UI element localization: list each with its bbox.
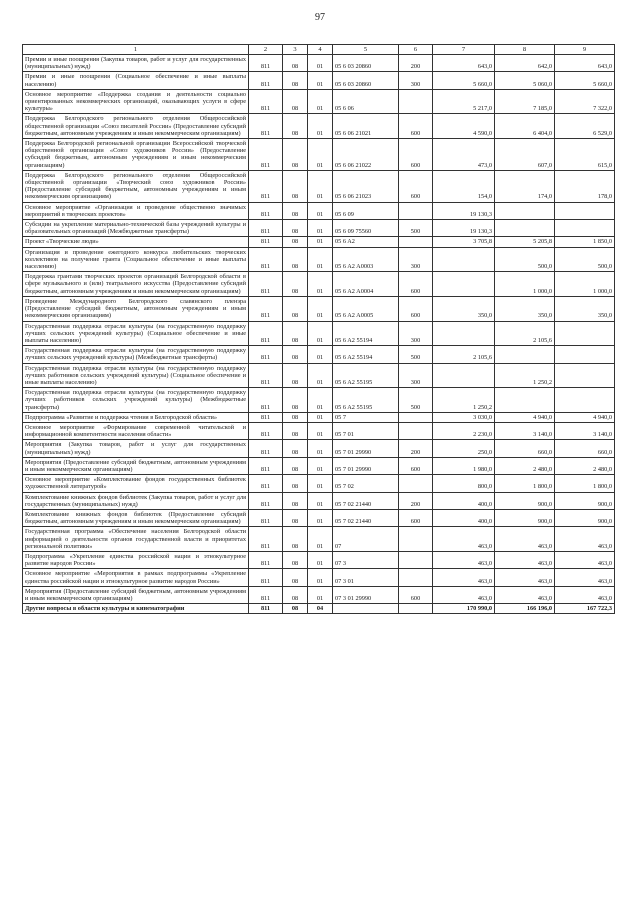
table-row bbox=[23, 321, 615, 346]
amount-year3-cell: 167 722,3 bbox=[555, 604, 615, 614]
subsection-code-cell: 01 bbox=[308, 412, 333, 422]
amount-year2-cell: 2 105,6 bbox=[495, 321, 555, 346]
amount-year1-cell: 3 705,8 bbox=[433, 237, 495, 247]
grbs-code-cell: 811 bbox=[249, 272, 283, 297]
expense-type-cell: 200 bbox=[399, 492, 433, 509]
target-item-cell: 05 6 A2 55194 bbox=[333, 321, 399, 346]
subsection-code-cell: 01 bbox=[308, 475, 333, 492]
amount-year1-cell: 400,0 bbox=[433, 509, 495, 526]
expense-type-cell bbox=[399, 89, 433, 114]
table-row bbox=[23, 247, 615, 272]
column-header: 5 bbox=[333, 45, 399, 55]
subsection-code-cell: 01 bbox=[308, 114, 333, 139]
target-item-cell: 05 6 A2 55195 bbox=[333, 388, 399, 413]
amount-year1-cell: 154,0 bbox=[433, 170, 495, 202]
table-row bbox=[23, 388, 615, 413]
subsection-code-cell: 01 bbox=[308, 272, 333, 297]
grbs-code-cell: 811 bbox=[249, 551, 283, 568]
amount-year2-cell: 2 480,0 bbox=[495, 457, 555, 474]
section-code-cell: 08 bbox=[283, 72, 308, 89]
amount-year1-cell: 2 105,6 bbox=[433, 346, 495, 363]
amount-year1-cell: 350,0 bbox=[433, 296, 495, 321]
table-row bbox=[23, 440, 615, 457]
column-header: 4 bbox=[308, 45, 333, 55]
amount-year2-cell: 463,0 bbox=[495, 586, 555, 603]
table-row bbox=[23, 586, 615, 603]
grbs-code-cell: 811 bbox=[249, 457, 283, 474]
grbs-code-cell: 811 bbox=[249, 422, 283, 439]
target-item-cell: 05 6 06 bbox=[333, 89, 399, 114]
table-row bbox=[23, 72, 615, 89]
expense-type-cell: 600 bbox=[399, 170, 433, 202]
amount-year3-cell: 2 480,0 bbox=[555, 457, 615, 474]
grbs-code-cell: 811 bbox=[249, 72, 283, 89]
amount-year2-cell: 350,0 bbox=[495, 296, 555, 321]
amount-year3-cell bbox=[555, 388, 615, 413]
amount-year3-cell bbox=[555, 363, 615, 388]
row-name-cell: Организация и проведение ежегодного конкурса любительских творческих коллективов на получение гранта (Социальное обеспечение и иные выплаты населению) bbox=[23, 247, 249, 272]
grbs-code-cell: 811 bbox=[249, 321, 283, 346]
expense-type-cell: 600 bbox=[399, 139, 433, 171]
table-row bbox=[23, 237, 615, 247]
expense-type-cell bbox=[399, 422, 433, 439]
expense-type-cell: 500 bbox=[399, 388, 433, 413]
amount-year3-cell bbox=[555, 202, 615, 219]
subsection-code-cell: 01 bbox=[308, 296, 333, 321]
table-row bbox=[23, 412, 615, 422]
amount-year3-cell: 4 940,0 bbox=[555, 412, 615, 422]
amount-year2-cell: 463,0 bbox=[495, 551, 555, 568]
expense-type-cell: 300 bbox=[399, 72, 433, 89]
row-name-cell: Мероприятия (Предоставление субсидий бюджетным, автономным учреждениям и иным некоммерческим организациям) bbox=[23, 586, 249, 603]
section-code-cell: 08 bbox=[283, 220, 308, 237]
amount-year1-cell bbox=[433, 321, 495, 346]
amount-year3-cell: 660,0 bbox=[555, 440, 615, 457]
section-code-cell: 08 bbox=[283, 247, 308, 272]
row-name-cell: Комплектование книжных фондов библиотек (Закупка товаров, работ и услуг для государственных (муниципальных) нужд) bbox=[23, 492, 249, 509]
amount-year1-cell: 5 217,0 bbox=[433, 89, 495, 114]
column-header: 2 bbox=[249, 45, 283, 55]
table-row bbox=[23, 55, 615, 72]
amount-year2-cell: 174,0 bbox=[495, 170, 555, 202]
row-name-cell: Поддержка Белгородской региональной организации Всероссийской творческой общественной организации «Союз художников России» (Предоставление субсидий бюджетным, автономным учреждениям и иным некоммерческим организациям) bbox=[23, 139, 249, 171]
row-name-cell: Другие вопросы в области культуры и кинематографии bbox=[23, 604, 249, 614]
section-code-cell: 08 bbox=[283, 139, 308, 171]
target-item-cell: 05 6 06 21022 bbox=[333, 139, 399, 171]
target-item-cell: 05 6 03 20860 bbox=[333, 72, 399, 89]
row-name-cell: Поддержка Белгородского регионального отделения Общероссийской общественной организации «Творческий союз художников России» (Предоставление субсидий бюджетным, автономным учреждениям и иным некоммерческим организациям) bbox=[23, 170, 249, 202]
table-row bbox=[23, 272, 615, 297]
subsection-code-cell: 01 bbox=[308, 363, 333, 388]
amount-year1-cell: 463,0 bbox=[433, 586, 495, 603]
table-row bbox=[23, 527, 615, 552]
target-item-cell: 07 3 01 29990 bbox=[333, 586, 399, 603]
amount-year1-cell: 400,0 bbox=[433, 492, 495, 509]
section-code-cell: 08 bbox=[283, 202, 308, 219]
expense-type-cell: 600 bbox=[399, 114, 433, 139]
table-row bbox=[23, 475, 615, 492]
grbs-code-cell: 811 bbox=[249, 220, 283, 237]
grbs-code-cell: 811 bbox=[249, 363, 283, 388]
expense-type-cell bbox=[399, 412, 433, 422]
table-body bbox=[23, 55, 615, 614]
expense-type-cell bbox=[399, 202, 433, 219]
amount-year1-cell: 473,0 bbox=[433, 139, 495, 171]
expense-type-cell: 500 bbox=[399, 220, 433, 237]
target-item-cell: 05 6 03 20860 bbox=[333, 55, 399, 72]
amount-year3-cell: 463,0 bbox=[555, 551, 615, 568]
row-name-cell: Комплектование книжных фондов библиотек (Предоставление субсидий бюджетным, автономным учреждениям и иным некоммерческим организациям) bbox=[23, 509, 249, 526]
grbs-code-cell: 811 bbox=[249, 388, 283, 413]
row-name-cell: Государственная поддержка отрасли культуры (на государственную поддержку лучших работников сельских учреждений культуры) (Социальное обеспечение и иные выплаты населению) bbox=[23, 363, 249, 388]
subsection-code-cell: 01 bbox=[308, 492, 333, 509]
amount-year2-cell: 5 060,0 bbox=[495, 72, 555, 89]
amount-year3-cell: 643,0 bbox=[555, 55, 615, 72]
section-code-cell: 08 bbox=[283, 89, 308, 114]
row-name-cell: Мероприятия (Закупка товаров, работ и услуг для государственных (муниципальных) нужд) bbox=[23, 440, 249, 457]
row-name-cell: Премии и иные поощрения (Социальное обеспечение и иные выплаты населению) bbox=[23, 72, 249, 89]
page-number: 97 bbox=[315, 12, 325, 23]
expense-type-cell: 600 bbox=[399, 586, 433, 603]
grbs-code-cell: 811 bbox=[249, 202, 283, 219]
grbs-code-cell: 811 bbox=[249, 170, 283, 202]
amount-year1-cell: 463,0 bbox=[433, 551, 495, 568]
table-row bbox=[23, 492, 615, 509]
grbs-code-cell: 811 bbox=[249, 569, 283, 586]
table-row bbox=[23, 569, 615, 586]
target-item-cell bbox=[333, 604, 399, 614]
section-code-cell: 08 bbox=[283, 237, 308, 247]
table-row bbox=[23, 114, 615, 139]
target-item-cell: 05 6 09 bbox=[333, 202, 399, 219]
amount-year2-cell: 660,0 bbox=[495, 440, 555, 457]
section-code-cell: 08 bbox=[283, 492, 308, 509]
target-item-cell: 05 6 06 21021 bbox=[333, 114, 399, 139]
section-code-cell: 08 bbox=[283, 509, 308, 526]
target-item-cell: 05 6 A2 bbox=[333, 237, 399, 247]
grbs-code-cell: 811 bbox=[249, 114, 283, 139]
column-header: 8 bbox=[495, 45, 555, 55]
row-name-cell: Подпрограмма «Укрепление единства российской нации и этнокультурное развитие народов России» bbox=[23, 551, 249, 568]
row-name-cell: Поддержка грантами творческих проектов организаций Белгородской области в сфере музыкального и (или) театрального искусства (Предоставление субсидий бюджетным, автономным учреждениям и иным некоммерческим организациям) bbox=[23, 272, 249, 297]
amount-year1-cell: 1 980,0 bbox=[433, 457, 495, 474]
table-row bbox=[23, 346, 615, 363]
column-header: 9 bbox=[555, 45, 615, 55]
amount-year2-cell: 166 196,0 bbox=[495, 604, 555, 614]
amount-year2-cell bbox=[495, 346, 555, 363]
table-row bbox=[23, 296, 615, 321]
grbs-code-cell: 811 bbox=[249, 586, 283, 603]
subsection-code-cell: 01 bbox=[308, 388, 333, 413]
amount-year1-cell bbox=[433, 363, 495, 388]
amount-year1-cell: 19 130,3 bbox=[433, 202, 495, 219]
amount-year1-cell: 643,0 bbox=[433, 55, 495, 72]
subsection-code-cell: 01 bbox=[308, 170, 333, 202]
amount-year3-cell: 1 800,0 bbox=[555, 475, 615, 492]
amount-year1-cell: 1 250,2 bbox=[433, 388, 495, 413]
subsection-code-cell: 01 bbox=[308, 569, 333, 586]
grbs-code-cell: 811 bbox=[249, 139, 283, 171]
subsection-code-cell: 01 bbox=[308, 346, 333, 363]
section-code-cell: 08 bbox=[283, 604, 308, 614]
target-item-cell: 05 7 01 bbox=[333, 422, 399, 439]
section-code-cell: 08 bbox=[283, 321, 308, 346]
section-code-cell: 08 bbox=[283, 55, 308, 72]
target-item-cell: 05 6 09 75560 bbox=[333, 220, 399, 237]
table-row bbox=[23, 139, 615, 171]
amount-year3-cell: 615,0 bbox=[555, 139, 615, 171]
grbs-code-cell: 811 bbox=[249, 509, 283, 526]
expense-type-cell: 600 bbox=[399, 457, 433, 474]
grbs-code-cell: 811 bbox=[249, 412, 283, 422]
amount-year3-cell: 463,0 bbox=[555, 586, 615, 603]
table-row bbox=[23, 457, 615, 474]
row-name-cell: Основное мероприятие «Комплектование фондов государственных библиотек художественной литературой» bbox=[23, 475, 249, 492]
expense-type-cell bbox=[399, 604, 433, 614]
subsection-code-cell: 01 bbox=[308, 321, 333, 346]
amount-year1-cell: 800,0 bbox=[433, 475, 495, 492]
target-item-cell: 05 6 A2 A0003 bbox=[333, 247, 399, 272]
expense-type-cell bbox=[399, 551, 433, 568]
section-code-cell: 08 bbox=[283, 440, 308, 457]
target-item-cell: 05 7 01 29990 bbox=[333, 457, 399, 474]
section-code-cell: 08 bbox=[283, 569, 308, 586]
expense-type-cell: 600 bbox=[399, 296, 433, 321]
table-row bbox=[23, 551, 615, 568]
row-name-cell: Основное мероприятие «Поддержка создания и деятельности социально ориентированных некоммерческих организаций, оказывающих услуги в сфере культуры» bbox=[23, 89, 249, 114]
subsection-code-cell: 01 bbox=[308, 509, 333, 526]
amount-year3-cell: 900,0 bbox=[555, 492, 615, 509]
expense-type-cell: 300 bbox=[399, 363, 433, 388]
amount-year2-cell: 3 140,0 bbox=[495, 422, 555, 439]
subsection-code-cell: 01 bbox=[308, 220, 333, 237]
subsection-code-cell: 01 bbox=[308, 422, 333, 439]
grbs-code-cell: 811 bbox=[249, 89, 283, 114]
column-header: 7 bbox=[433, 45, 495, 55]
subsection-code-cell: 04 bbox=[308, 604, 333, 614]
expense-type-cell bbox=[399, 475, 433, 492]
subsection-code-cell: 01 bbox=[308, 237, 333, 247]
amount-year3-cell: 500,0 bbox=[555, 247, 615, 272]
target-item-cell: 05 7 bbox=[333, 412, 399, 422]
amount-year1-cell bbox=[433, 247, 495, 272]
target-item-cell: 05 7 02 21440 bbox=[333, 492, 399, 509]
grbs-code-cell: 811 bbox=[249, 237, 283, 247]
amount-year3-cell: 900,0 bbox=[555, 509, 615, 526]
target-item-cell: 07 bbox=[333, 527, 399, 552]
table-row bbox=[23, 509, 615, 526]
table-row bbox=[23, 363, 615, 388]
row-name-cell: Подпрограмма «Развитие и поддержка чтения в Белгородской области» bbox=[23, 412, 249, 422]
row-name-cell: Проект «Творческие люди» bbox=[23, 237, 249, 247]
expense-type-cell bbox=[399, 527, 433, 552]
section-code-cell: 08 bbox=[283, 551, 308, 568]
row-name-cell: Государственная поддержка отрасли культуры (на государственную поддержку лучших сельских учреждений культуры) (Социальное обеспечение и иные выплаты населению) bbox=[23, 321, 249, 346]
row-name-cell: Основное мероприятие «Мероприятия в рамках подпрограммы «Укрепление единства российской нации и этнокультурное развитие народов России» bbox=[23, 569, 249, 586]
grbs-code-cell: 811 bbox=[249, 604, 283, 614]
expense-type-cell: 200 bbox=[399, 440, 433, 457]
subsection-code-cell: 01 bbox=[308, 72, 333, 89]
amount-year2-cell: 463,0 bbox=[495, 569, 555, 586]
amount-year1-cell: 5 660,0 bbox=[433, 72, 495, 89]
amount-year3-cell: 5 660,0 bbox=[555, 72, 615, 89]
amount-year2-cell: 1 800,0 bbox=[495, 475, 555, 492]
row-name-cell: Основное мероприятие «Формирование современной читательской и информационной компетентности населения области» bbox=[23, 422, 249, 439]
target-item-cell: 05 7 02 bbox=[333, 475, 399, 492]
subsection-code-cell: 01 bbox=[308, 202, 333, 219]
amount-year1-cell: 170 990,0 bbox=[433, 604, 495, 614]
subsection-code-cell: 01 bbox=[308, 586, 333, 603]
target-item-cell: 05 7 01 29990 bbox=[333, 440, 399, 457]
expense-type-cell bbox=[399, 569, 433, 586]
row-name-cell: Субсидии на укрепление материально-технической базы учреждений культуры и образовательных организаций (Межбюджетные трансферты) bbox=[23, 220, 249, 237]
amount-year2-cell: 1 000,0 bbox=[495, 272, 555, 297]
expense-type-cell: 600 bbox=[399, 509, 433, 526]
amount-year2-cell: 642,0 bbox=[495, 55, 555, 72]
table-row bbox=[23, 170, 615, 202]
table-row bbox=[23, 89, 615, 114]
expense-type-cell: 600 bbox=[399, 272, 433, 297]
subsection-code-cell: 01 bbox=[308, 457, 333, 474]
target-item-cell: 05 7 02 21440 bbox=[333, 509, 399, 526]
amount-year1-cell: 2 230,0 bbox=[433, 422, 495, 439]
amount-year2-cell: 607,0 bbox=[495, 139, 555, 171]
section-code-cell: 08 bbox=[283, 527, 308, 552]
table-header bbox=[23, 45, 615, 55]
section-code-cell: 08 bbox=[283, 412, 308, 422]
amount-year1-cell: 19 130,3 bbox=[433, 220, 495, 237]
table-row bbox=[23, 220, 615, 237]
section-code-cell: 08 bbox=[283, 272, 308, 297]
amount-year3-cell: 1 850,0 bbox=[555, 237, 615, 247]
amount-year2-cell: 4 940,0 bbox=[495, 412, 555, 422]
section-code-cell: 08 bbox=[283, 170, 308, 202]
amount-year3-cell: 6 529,0 bbox=[555, 114, 615, 139]
amount-year2-cell: 900,0 bbox=[495, 509, 555, 526]
row-name-cell: Премии и иные поощрения (Закупка товаров, работ и услуг для государственных (муниципальных) нужд) bbox=[23, 55, 249, 72]
amount-year2-cell: 6 404,0 bbox=[495, 114, 555, 139]
subsection-code-cell: 01 bbox=[308, 551, 333, 568]
expense-type-cell: 300 bbox=[399, 247, 433, 272]
grbs-code-cell: 811 bbox=[249, 527, 283, 552]
target-item-cell: 05 6 06 21023 bbox=[333, 170, 399, 202]
expense-type-cell: 200 bbox=[399, 55, 433, 72]
row-name-cell: Мероприятия (Предоставление субсидий бюджетным, автономным учреждениям и иным некоммерческим организациям) bbox=[23, 457, 249, 474]
amount-year3-cell: 178,0 bbox=[555, 170, 615, 202]
subsection-code-cell: 01 bbox=[308, 89, 333, 114]
amount-year2-cell bbox=[495, 388, 555, 413]
table-row bbox=[23, 604, 615, 614]
section-code-cell: 08 bbox=[283, 457, 308, 474]
target-item-cell: 05 6 A2 55195 bbox=[333, 363, 399, 388]
subsection-code-cell: 01 bbox=[308, 247, 333, 272]
grbs-code-cell: 811 bbox=[249, 475, 283, 492]
section-code-cell: 08 bbox=[283, 586, 308, 603]
amount-year2-cell: 463,0 bbox=[495, 527, 555, 552]
target-item-cell: 07 3 bbox=[333, 551, 399, 568]
column-header: 1 bbox=[23, 45, 249, 55]
grbs-code-cell: 811 bbox=[249, 492, 283, 509]
column-header: 3 bbox=[283, 45, 308, 55]
grbs-code-cell: 811 bbox=[249, 55, 283, 72]
grbs-code-cell: 811 bbox=[249, 440, 283, 457]
row-name-cell: Поддержка Белгородского регионального отделения Общероссийской общественной организации «Союз писателей России» (Предоставление субсидий бюджетным, автономным учреждениям и иным некоммерческим организациям) bbox=[23, 114, 249, 139]
amount-year3-cell bbox=[555, 220, 615, 237]
amount-year2-cell: 7 185,0 bbox=[495, 89, 555, 114]
row-name-cell: Государственная поддержка отрасли культуры (на государственную поддержку лучших сельских учреждений культуры) (Межбюджетные трансферты) bbox=[23, 346, 249, 363]
target-item-cell: 05 6 A2 55194 bbox=[333, 346, 399, 363]
target-item-cell: 07 3 01 bbox=[333, 569, 399, 586]
table-row bbox=[23, 202, 615, 219]
amount-year3-cell: 3 140,0 bbox=[555, 422, 615, 439]
row-name-cell: Государственная программа «Обеспечение населения Белгородской области информацией о деятельности органов государственной власти и приоритетах региональной политики» bbox=[23, 527, 249, 552]
section-code-cell: 08 bbox=[283, 422, 308, 439]
amount-year1-cell: 463,0 bbox=[433, 527, 495, 552]
amount-year3-cell: 350,0 bbox=[555, 296, 615, 321]
amount-year1-cell: 3 030,0 bbox=[433, 412, 495, 422]
section-code-cell: 08 bbox=[283, 475, 308, 492]
subsection-code-cell: 01 bbox=[308, 527, 333, 552]
amount-year1-cell: 463,0 bbox=[433, 569, 495, 586]
subsection-code-cell: 01 bbox=[308, 440, 333, 457]
amount-year3-cell: 463,0 bbox=[555, 569, 615, 586]
target-item-cell: 05 6 A2 A0005 bbox=[333, 296, 399, 321]
grbs-code-cell: 811 bbox=[249, 247, 283, 272]
amount-year1-cell: 250,0 bbox=[433, 440, 495, 457]
section-code-cell: 08 bbox=[283, 346, 308, 363]
row-name-cell: Государственная поддержка отрасли культуры (на государственную поддержку лучших работников сельских учреждений культуры) (Межбюджетные трансферты) bbox=[23, 388, 249, 413]
amount-year3-cell bbox=[555, 321, 615, 346]
column-header: 6 bbox=[399, 45, 433, 55]
grbs-code-cell: 811 bbox=[249, 346, 283, 363]
section-code-cell: 08 bbox=[283, 388, 308, 413]
row-name-cell: Проведение Международного Белгородского славянского пленэра (Предоставление субсидий бюджетным, автономным учреждениям и иным некоммерческим организациям) bbox=[23, 296, 249, 321]
subsection-code-cell: 01 bbox=[308, 139, 333, 171]
amount-year2-cell: 1 250,2 bbox=[495, 363, 555, 388]
table-row bbox=[23, 422, 615, 439]
expense-type-cell: 300 bbox=[399, 321, 433, 346]
section-code-cell: 08 bbox=[283, 296, 308, 321]
amount-year2-cell bbox=[495, 220, 555, 237]
header-row bbox=[23, 45, 615, 55]
amount-year3-cell: 463,0 bbox=[555, 527, 615, 552]
amount-year1-cell: 4 590,0 bbox=[433, 114, 495, 139]
amount-year3-cell bbox=[555, 346, 615, 363]
subsection-code-cell: 01 bbox=[308, 55, 333, 72]
expense-type-cell: 500 bbox=[399, 346, 433, 363]
amount-year2-cell bbox=[495, 202, 555, 219]
grbs-code-cell: 811 bbox=[249, 296, 283, 321]
expense-type-cell bbox=[399, 237, 433, 247]
amount-year2-cell: 5 205,8 bbox=[495, 237, 555, 247]
section-code-cell: 08 bbox=[283, 114, 308, 139]
amount-year2-cell: 500,0 bbox=[495, 247, 555, 272]
amount-year1-cell bbox=[433, 272, 495, 297]
section-code-cell: 08 bbox=[283, 363, 308, 388]
target-item-cell: 05 6 A2 A0004 bbox=[333, 272, 399, 297]
budget-table bbox=[22, 44, 615, 614]
row-name-cell: Основное мероприятие «Организация и проведение общественно значимых мероприятий в творческих проектов» bbox=[23, 202, 249, 219]
amount-year2-cell: 900,0 bbox=[495, 492, 555, 509]
amount-year3-cell: 7 322,0 bbox=[555, 89, 615, 114]
amount-year3-cell: 1 000,0 bbox=[555, 272, 615, 297]
